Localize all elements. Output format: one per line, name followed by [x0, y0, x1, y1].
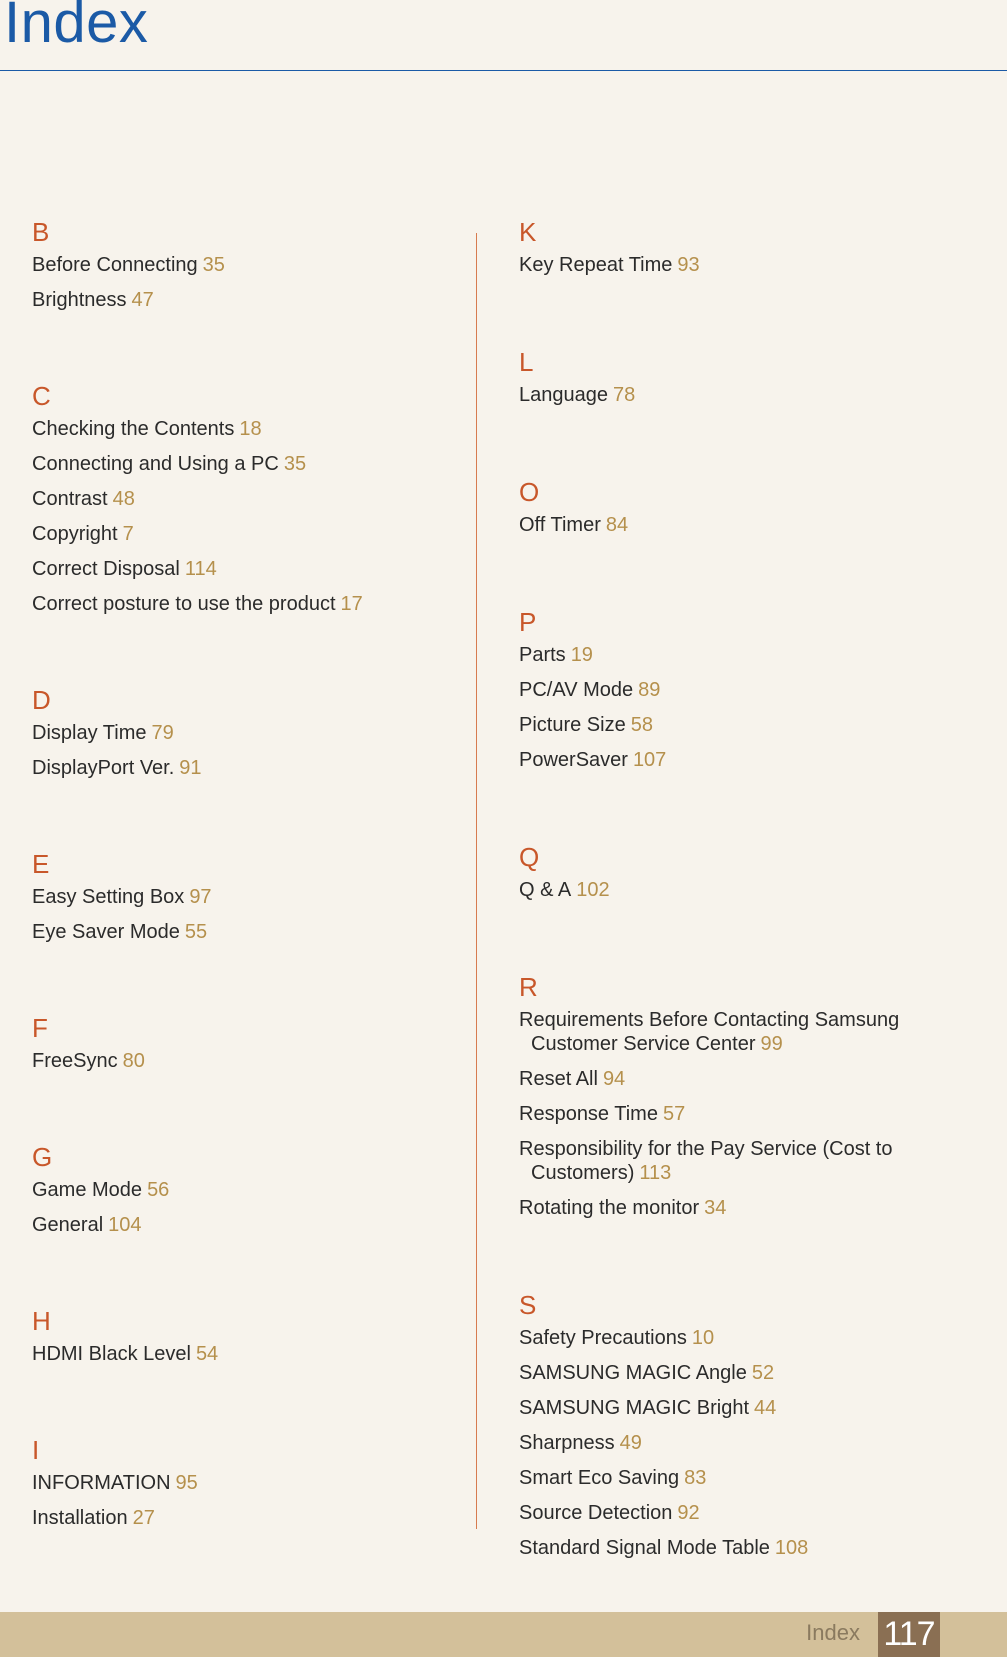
index-entry[interactable]: [519, 748, 919, 772]
index-section-g: [32, 1142, 462, 1237]
entry-page-link[interactable]: 84: [605, 514, 629, 536]
entry-term: Correct posture to use the product: [32, 593, 336, 615]
entry-page-link[interactable]: 113: [639, 1162, 672, 1184]
index-entry[interactable]: [519, 1431, 919, 1455]
section-letter: C: [32, 381, 51, 411]
section-letter: H: [32, 1306, 51, 1336]
entry-page-link[interactable]: 48: [112, 488, 135, 510]
index-entry[interactable]: [519, 1102, 919, 1126]
index-entry[interactable]: [519, 1008, 919, 1056]
entry-page-link[interactable]: 34: [704, 1197, 727, 1219]
index-entry[interactable]: [519, 878, 919, 902]
entry-list: [519, 878, 919, 902]
entry-term: Q & A: [519, 879, 572, 901]
index-section-q: [519, 842, 919, 902]
footer-section-label: Index: [806, 1620, 860, 1645]
entry-term: Game Mode: [32, 1179, 143, 1201]
entry-term: Source Detection: [519, 1502, 673, 1524]
entry-page-link[interactable]: 89: [638, 679, 661, 701]
entry-term: Safety Precautions: [519, 1327, 687, 1349]
entry-page-link[interactable]: 56: [147, 1179, 170, 1201]
section-letter: F: [32, 1013, 48, 1043]
index-section-f: [32, 1013, 462, 1073]
entry-page-link[interactable]: 44: [754, 1397, 777, 1419]
entry-page-link[interactable]: 19: [570, 644, 593, 666]
entry-term: Requirements Before Contacting Samsung Customer Service Center: [519, 1009, 900, 1055]
entry-term: Smart Eco Saving: [519, 1467, 680, 1489]
entry-term: Correct Disposal: [32, 558, 180, 580]
entry-page-link[interactable]: 80: [122, 1050, 145, 1072]
entry-page-link[interactable]: 7: [122, 523, 134, 545]
entry-term: DisplayPort Ver.: [32, 757, 175, 779]
entry-list: [32, 1178, 462, 1237]
entry-page-link[interactable]: 55: [184, 921, 208, 943]
entry-page-link[interactable]: 57: [662, 1103, 686, 1125]
index-entry[interactable]: [519, 383, 919, 407]
index-entry[interactable]: [519, 1501, 919, 1525]
entry-list: [32, 253, 462, 312]
entry-term: INFORMATION: [32, 1472, 171, 1494]
entry-page-link[interactable]: 47: [131, 289, 154, 311]
index-column-right: [519, 205, 919, 1560]
entry-page-link[interactable]: 52: [751, 1362, 775, 1384]
entry-list: [32, 1049, 462, 1073]
entry-term: Connecting and Using a PC: [32, 453, 279, 475]
index-entry[interactable]: [32, 417, 462, 441]
entry-list: [32, 885, 462, 944]
index-entry[interactable]: [32, 452, 462, 476]
entry-list: [519, 1326, 919, 1560]
index-entry[interactable]: [519, 1396, 919, 1420]
entry-page-link[interactable]: 49: [619, 1432, 642, 1454]
entry-term: PC/AV Mode: [519, 679, 634, 701]
index-section-h: [32, 1306, 462, 1366]
entry-page-link[interactable]: 97: [189, 886, 212, 908]
entry-term: Parts: [519, 644, 566, 666]
index-entry[interactable]: [32, 1471, 462, 1495]
entry-term: Reset All: [519, 1068, 598, 1090]
section-letter: G: [32, 1142, 53, 1172]
index-section-p: [519, 607, 919, 772]
entry-term: Display Time: [32, 722, 147, 744]
entry-term: Checking the Contents: [32, 418, 235, 440]
entry-term: Copyright: [32, 523, 118, 545]
index-entry[interactable]: [32, 885, 462, 909]
entry-term: General: [32, 1214, 104, 1236]
section-letter: R: [519, 972, 538, 1002]
page-number: 117: [878, 1612, 940, 1657]
entry-list: [32, 721, 462, 780]
entry-term: Installation: [32, 1507, 128, 1529]
entry-page-link[interactable]: 99: [760, 1033, 783, 1055]
entry-page-link[interactable]: 78: [612, 384, 636, 406]
entry-list: [519, 1008, 919, 1220]
entry-term: Easy Setting Box: [32, 886, 185, 908]
entry-page-link[interactable]: 95: [175, 1472, 198, 1494]
section-letter: S: [519, 1290, 537, 1320]
section-letter: Q: [519, 842, 540, 872]
entry-page-link[interactable]: 58: [630, 714, 653, 736]
entry-page-link[interactable]: 10: [691, 1327, 715, 1349]
index-entry[interactable]: [32, 592, 462, 616]
entry-term: Key Repeat Time: [519, 254, 673, 276]
entry-list: [32, 1471, 462, 1530]
entry-list: [519, 513, 919, 537]
entry-term: Response Time: [519, 1103, 658, 1125]
section-letter: O: [519, 477, 540, 507]
index-entry[interactable]: [32, 1342, 462, 1366]
index-section-c: [32, 381, 462, 616]
index-entry[interactable]: [32, 1178, 462, 1202]
entry-page-link[interactable]: 83: [684, 1467, 707, 1489]
column-divider: [476, 233, 477, 1529]
page-title: Index: [4, 0, 149, 55]
index-entry[interactable]: [32, 253, 462, 277]
entry-term: Off Timer: [519, 514, 601, 536]
entry-term: FreeSync: [32, 1050, 118, 1072]
entry-page-link[interactable]: 114: [184, 558, 217, 580]
index-section-o: [519, 477, 919, 537]
entry-page-link[interactable]: 92: [677, 1502, 700, 1524]
index-section-e: [32, 849, 462, 944]
index-entry[interactable]: [519, 713, 919, 737]
section-letter: D: [32, 685, 51, 715]
entry-page-link[interactable]: 27: [132, 1507, 155, 1529]
entry-page-link[interactable]: 104: [108, 1214, 142, 1236]
entry-page-link[interactable]: 107: [632, 749, 667, 771]
index-entry[interactable]: [519, 643, 919, 667]
index-section-b: [32, 217, 462, 312]
entry-page-link[interactable]: 17: [340, 593, 363, 615]
index-entry[interactable]: [32, 557, 462, 581]
section-letter: E: [32, 849, 50, 879]
index-section-s: [519, 1290, 919, 1560]
entry-term: Sharpness: [519, 1432, 615, 1454]
section-letter: L: [519, 347, 534, 377]
title-rule: [0, 70, 1007, 71]
index-entry[interactable]: [32, 756, 462, 780]
entry-page-link[interactable]: 35: [283, 453, 307, 475]
index-entry[interactable]: [519, 1361, 919, 1385]
index-entry[interactable]: [519, 513, 919, 537]
entry-term: Before Connecting: [32, 254, 198, 276]
index-section-i: [32, 1435, 462, 1530]
index-entry[interactable]: [519, 678, 919, 702]
index-entry[interactable]: [519, 1536, 919, 1560]
entry-term: SAMSUNG MAGIC Bright: [519, 1397, 750, 1419]
index-section-r: [519, 972, 919, 1220]
section-letter: B: [32, 217, 50, 247]
entry-term: Rotating the monitor: [519, 1197, 700, 1219]
entry-page-link[interactable]: 93: [677, 254, 700, 276]
index-entry[interactable]: [519, 1326, 919, 1350]
entry-page-link[interactable]: 79: [151, 722, 174, 744]
index-section-d: [32, 685, 462, 780]
entry-term: SAMSUNG MAGIC Angle: [519, 1362, 747, 1384]
entry-term: Responsibility for the Pay Service (Cost to Customers): [519, 1138, 893, 1184]
entry-list: [519, 643, 919, 772]
entry-page-link[interactable]: 108: [774, 1537, 809, 1559]
entry-term: PowerSaver: [519, 749, 628, 771]
index-section-k: [519, 217, 919, 277]
entry-page-link[interactable]: 102: [576, 879, 610, 901]
index-entry[interactable]: [519, 1137, 919, 1185]
index-entry[interactable]: [32, 487, 462, 511]
entry-page-link[interactable]: 18: [239, 418, 262, 440]
entry-page-link[interactable]: 94: [602, 1068, 626, 1090]
entry-page-link[interactable]: 35: [202, 254, 225, 276]
entry-page-link[interactable]: 91: [179, 757, 202, 779]
entry-page-link[interactable]: 54: [195, 1343, 219, 1365]
index-entry[interactable]: [32, 288, 462, 312]
index-section-l: [519, 347, 919, 407]
entry-term: Language: [519, 384, 608, 406]
entry-term: Brightness: [32, 289, 127, 311]
index-entry[interactable]: [519, 1196, 919, 1220]
entry-list: [519, 253, 919, 277]
index-entry[interactable]: [32, 1213, 462, 1237]
index-entry[interactable]: [519, 1067, 919, 1091]
entry-list: [519, 383, 919, 407]
entry-term: Eye Saver Mode: [32, 921, 180, 943]
entry-term: Picture Size: [519, 714, 626, 736]
entry-list: [32, 1342, 462, 1366]
index-entry[interactable]: [519, 1466, 919, 1490]
entry-term: Contrast: [32, 488, 108, 510]
entry-list: [32, 417, 462, 616]
entry-term: Standard Signal Mode Table: [519, 1537, 770, 1559]
section-letter: I: [32, 1435, 40, 1465]
index-entry[interactable]: [519, 253, 919, 277]
index-column-left: [32, 205, 462, 1530]
entry-term: HDMI Black Level: [32, 1343, 191, 1365]
index-entry[interactable]: [32, 721, 462, 745]
index-entry[interactable]: [32, 522, 462, 546]
section-letter: P: [519, 607, 537, 637]
index-entry[interactable]: [32, 1506, 462, 1530]
section-letter: K: [519, 217, 537, 247]
index-entry[interactable]: [32, 1049, 462, 1073]
index-entry[interactable]: [32, 920, 462, 944]
